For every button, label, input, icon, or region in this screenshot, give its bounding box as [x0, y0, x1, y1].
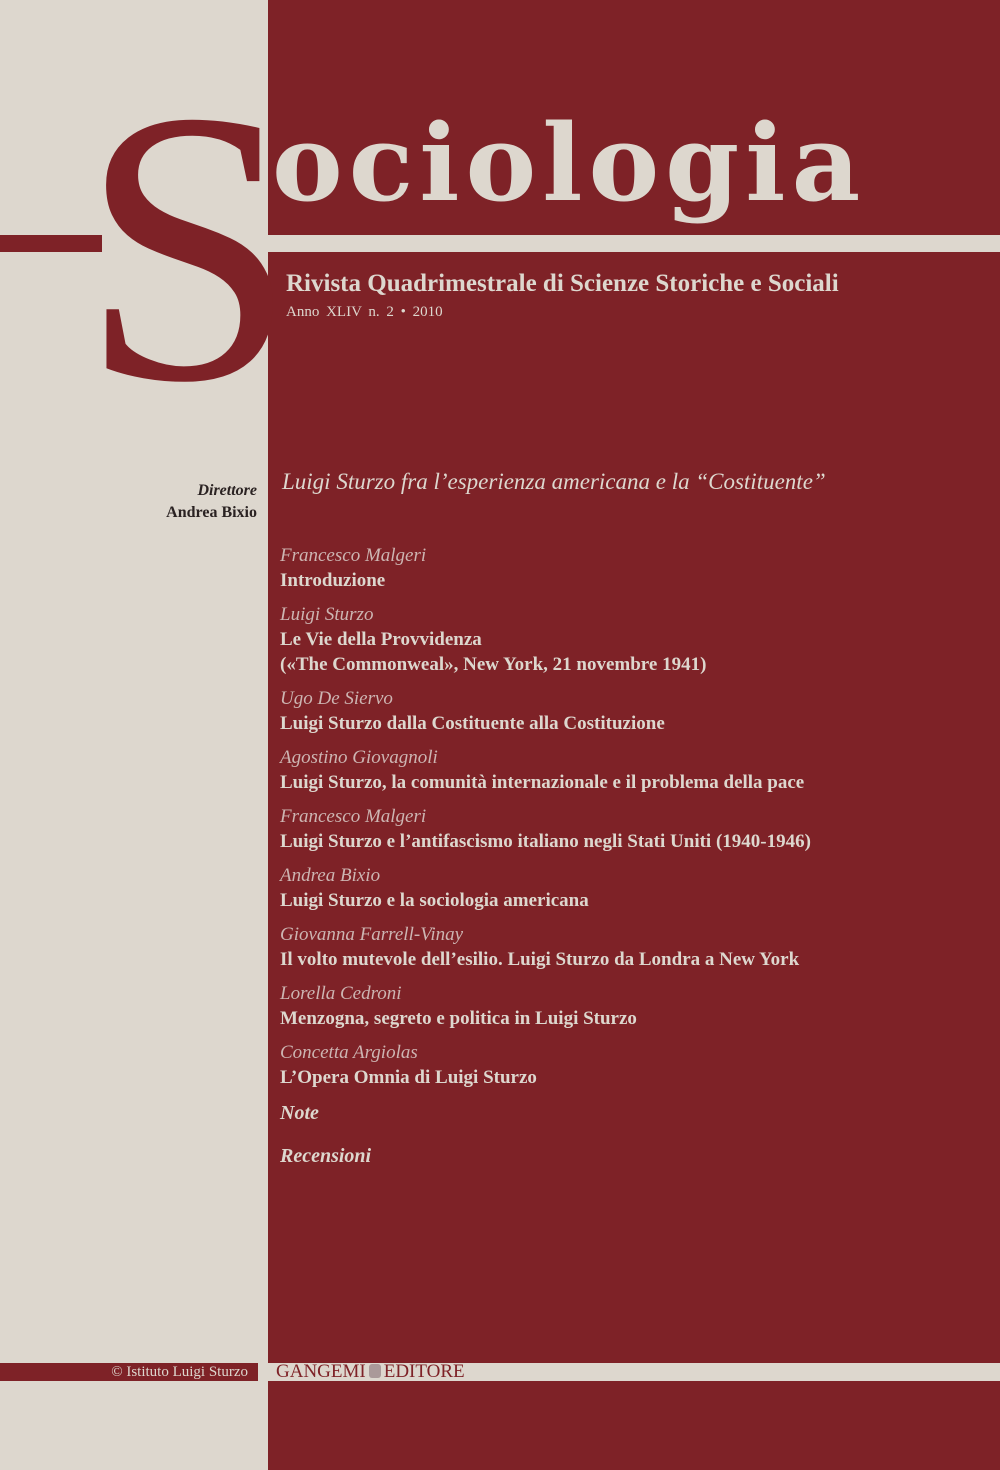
toc-title: Luigi Sturzo e l’antifascismo italiano negli Stati Uniti (1940-1946)	[280, 831, 811, 852]
publisher-name-b: EDITORE	[383, 1361, 465, 1382]
table-of-contents	[280, 543, 980, 1188]
publisher-name-a: GANGEMI	[276, 1361, 366, 1382]
toc-title: Luigi Sturzo, la comunità internazionale e il problema della pace	[280, 772, 805, 793]
toc-title: Luigi Sturzo e la sociologia americana	[280, 890, 589, 911]
toc-entry	[280, 804, 980, 854]
toc-author: Luigi Sturzo	[280, 604, 374, 625]
masthead-subtitle: Rivista Quadrimestrale di Scienze Storiche e Sociali	[286, 270, 839, 297]
director-name: Andrea Bixio	[166, 504, 257, 521]
publisher-logo	[268, 1363, 1000, 1381]
toc-entry	[280, 602, 980, 677]
toc-entry	[280, 686, 980, 736]
director-role: Direttore	[197, 482, 257, 499]
toc-title-line2: («The Commonweal», New York, 21 novembre 1941)	[280, 654, 707, 675]
toc-author: Francesco Malgeri	[280, 806, 427, 827]
toc-title: Menzogna, segreto e politica in Luigi Sturzo	[280, 1008, 637, 1029]
issue-theme: Luigi Sturzo fra l’esperienza americana e la “Costituente”	[282, 469, 826, 494]
toc-entry	[280, 745, 980, 795]
masthead-initial: S	[80, 31, 297, 463]
toc-author: Agostino Giovagnoli	[280, 747, 438, 768]
toc-title: Luigi Sturzo dalla Costituente alla Costituzione	[280, 713, 665, 734]
toc-entry	[280, 863, 980, 913]
masthead-title: ociologia	[272, 100, 867, 225]
toc-author: Giovanna Farrell-Vinay	[280, 924, 464, 945]
section-note: Note	[280, 1102, 319, 1124]
toc-title: Il volto mutevole dell’esilio. Luigi Sturzo da Londra a New York	[280, 949, 800, 970]
toc-entry	[280, 1040, 980, 1090]
toc-title: Le Vie della Provvidenza	[280, 629, 482, 650]
publisher-emblem-icon	[369, 1364, 381, 1378]
toc-author: Concetta Argiolas	[280, 1042, 418, 1063]
toc-title: Introduzione	[280, 570, 386, 591]
toc-author: Andrea Bixio	[280, 865, 381, 886]
toc-entry	[280, 922, 980, 972]
toc-entry	[280, 543, 980, 593]
toc-entry	[280, 981, 980, 1031]
issue-info: Anno XLIV n. 2 • 2010	[286, 304, 443, 320]
director-block	[166, 480, 257, 524]
divider-band	[268, 235, 1000, 252]
section-recensioni: Recensioni	[280, 1145, 372, 1167]
toc-author: Francesco Malgeri	[280, 545, 427, 566]
toc-title: L’Opera Omnia di Luigi Sturzo	[280, 1067, 537, 1088]
copyright: © Istituto Luigi Sturzo	[0, 1363, 258, 1381]
toc-author: Ugo De Siervo	[280, 688, 393, 709]
toc-author: Lorella Cedroni	[280, 983, 402, 1004]
